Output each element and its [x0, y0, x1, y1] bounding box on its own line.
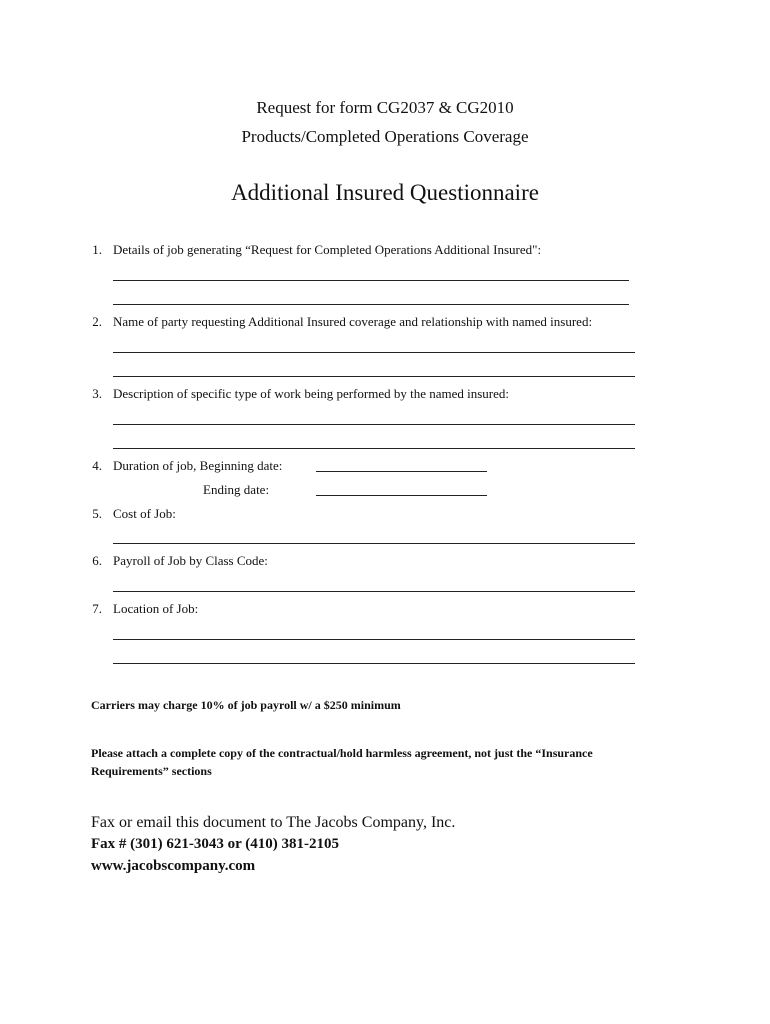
beginning-date-field[interactable]	[316, 451, 487, 472]
question-text: Name of party requesting Additional Insured coverage and relationship with named insured:	[113, 314, 593, 329]
question-text: Description of specific type of work being performed by the named insured:	[113, 386, 510, 401]
work-description-field-2[interactable]	[113, 428, 635, 449]
carriers-note: Carriers may charge 10% of job payroll w/ a $250 minimum	[91, 698, 401, 712]
work-description-field-1[interactable]	[113, 404, 635, 425]
question-number: 1.	[92, 242, 102, 257]
job-location-field-1[interactable]	[113, 619, 635, 640]
job-details-field-2[interactable]	[113, 284, 629, 305]
question-text: Details of job generating “Request for Completed Operations Additional Insured":	[113, 242, 542, 257]
attach-agreement-note: Please attach a complete copy of the contractual/hold harmless agreement, not just the “Insurance Requirements” sections	[91, 746, 593, 778]
question-number: 7.	[92, 601, 102, 616]
ending-date-field[interactable]	[316, 475, 487, 496]
question-text: Payroll of Job by Class Code:	[113, 553, 268, 568]
question-text: Duration of job, Beginning date:	[113, 458, 283, 473]
job-cost-field[interactable]	[113, 523, 635, 544]
ending-date-label: Ending date:	[203, 482, 270, 497]
fax-numbers: Fax # (301) 621-3043 or (410) 381-2105	[91, 836, 340, 852]
requesting-party-field-1[interactable]	[113, 332, 635, 353]
website-link[interactable]: www.jacobscompany.com	[91, 858, 256, 874]
question-number: 6.	[92, 553, 102, 568]
requesting-party-field-2[interactable]	[113, 356, 635, 377]
job-details-field-1[interactable]	[113, 260, 629, 281]
coverage-heading: Products/Completed Operations Coverage	[241, 127, 529, 146]
job-location-field-2[interactable]	[113, 643, 635, 664]
send-instructions: Fax or email this document to The Jacobs Company, Inc.	[91, 814, 456, 831]
question-text: Location of Job:	[113, 601, 199, 616]
question-text: Cost of Job:	[113, 506, 176, 521]
question-number: 3.	[92, 386, 102, 401]
form-reference-heading: Request for form CG2037 & CG2010	[256, 98, 514, 117]
payroll-field[interactable]	[113, 571, 635, 592]
question-number: 5.	[92, 506, 102, 521]
question-number: 4.	[92, 458, 102, 473]
question-number: 2.	[92, 314, 102, 329]
page-title: Additional Insured Questionnaire	[231, 180, 539, 205]
